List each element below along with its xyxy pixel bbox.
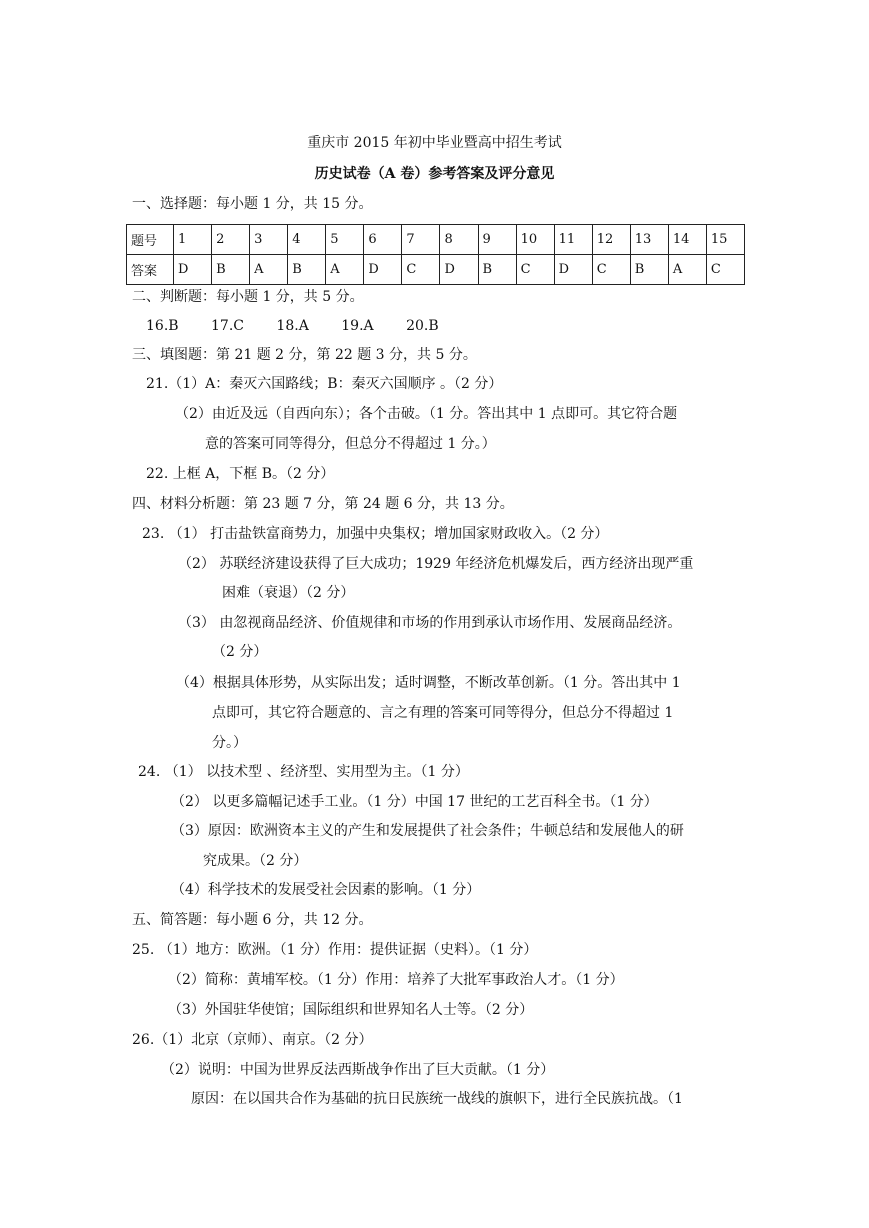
answer-line: 25. （1）地方：欧洲。（1 分）作用：提供证据（史料）。（1 分） [132,942,538,958]
answer-line: （2）说明：中国为世界反法西斯战争作出了巨大贡献。（1 分） [161,1062,555,1078]
answer-line: 分。） [212,735,247,751]
table-row-label: 题号 [127,225,174,255]
answer-line: 原因：在以国共合作为基础的抗日民族统一战线的旗帜下，进行全民族抗战。（1 [191,1091,683,1107]
answer-line: （3）原因：欧洲资本主义的产生和发展提供了社会条件；牛顿总结和发展他人的研 [171,823,684,839]
answer-line: 24. （1） 以技术型 、经济型、实用型为主。（1 分） [138,764,469,780]
table-cell-answer: C [516,255,554,285]
table-cell-number: 12 [592,225,630,255]
table-cell-answer: B [478,255,516,285]
table-cell-number: 10 [516,225,554,255]
section-heading-judgement: 二、判断题：每小题 1 分，共 5 分。 [132,289,364,305]
table-row-answers [127,255,745,285]
table-cell-number: 13 [630,225,668,255]
answer-table [126,224,745,285]
table-cell-answer: A [250,255,288,285]
answer-line: 意的答案可同等得分，但总分不得超过 1 分。） [205,436,496,452]
table-cell-answer: C [706,255,744,285]
answer-line: 困难（衰退）（2 分） [222,585,355,601]
table-cell-answer: B [630,255,668,285]
answer-line: （2） 以更多篇幅记述手工业。（1 分）中国 17 世纪的工艺百科全书。（1 分） [171,794,658,810]
table-cell-answer: D [364,255,402,285]
judgement-answers: 16.B 17.C 18.A 19.A 20.B [146,318,439,334]
table-cell-answer: C [592,255,630,285]
table-cell-number: 4 [288,225,326,255]
section-heading-material: 四、材料分析题：第 23 题 7 分，第 24 题 6 分，共 13 分。 [132,496,514,512]
table-cell-number: 1 [174,225,212,255]
answer-line: 点即可，其它符合题意的、言之有理的答案可同等得分，但总分不得超过 1 [212,705,674,721]
page-title: 重庆市 2015 年初中毕业暨高中招生考试 [307,135,562,151]
table-cell-number: 14 [668,225,706,255]
table-cell-number: 7 [402,225,440,255]
table-cell-answer: A [326,255,364,285]
table-cell-number: 2 [212,225,250,255]
answer-line: 究成果。（2 分） [203,853,308,869]
table-cell-answer: B [212,255,250,285]
answer-line: 23. （1） 打击盐铁富商势力，加强中央集权；增加国家财政收入。（2 分） [142,526,609,542]
table-cell-number: 6 [364,225,402,255]
table-cell-number: 15 [706,225,744,255]
table-cell-number: 11 [554,225,592,255]
table-row-numbers [127,225,745,255]
table-cell-answer: C [402,255,440,285]
answer-line: （2）简称：黄埔军校。（1 分）作用：培养了大批军事政治人才。（1 分） [168,972,624,988]
table-cell-number: 3 [250,225,288,255]
table-row-label: 答案 [127,255,174,285]
table-cell-answer: B [288,255,326,285]
page-subtitle: 历史试卷（A 卷）参考答案及评分意见 [314,166,555,182]
answer-line: （4）根据具体形势，从实际出发；适时调整，不断改革创新。（1 分。答出其中 1 [176,675,681,691]
answer-line: （3） 由忽视商品经济、价值规律和市场的作用到承认市场作用、发展商品经济。 [178,615,682,631]
table-cell-number: 5 [326,225,364,255]
answer-line: 21.（1）A：秦灭六国路线；B：秦灭六国顺序 。（2 分） [146,376,503,392]
answer-line: 26.（1）北京（京师）、南京。（2 分） [132,1032,373,1048]
table-cell-answer: D [554,255,592,285]
table-cell-number: 8 [440,225,478,255]
answer-line: 22. 上框 A，下框 B。（2 分） [146,466,335,482]
table-cell-answer: A [668,255,706,285]
table-cell-number: 9 [478,225,516,255]
answer-line: （2） 苏联经济建设获得了巨大成功；1929 年经济危机爆发后，西方经济出现严重 [178,556,694,572]
answer-line: （4）科学技术的发展受社会因素的影响。（1 分） [171,882,481,898]
answer-line: （3）外国驻华使馆；国际组织和世界知名人士等。（2 分） [168,1002,534,1018]
section-heading-choice: 一、选择题：每小题 1 分，共 15 分。 [132,196,373,212]
table-cell-answer: D [440,255,478,285]
section-heading-map: 三、填图题：第 21 题 2 分，第 22 题 3 分，共 5 分。 [132,347,477,363]
section-heading-short-answer: 五、简答题：每小题 6 分，共 12 分。 [132,912,373,928]
answer-line: （2）由近及远（自西向东）；各个击破。（1 分。答出其中 1 点即可。其它符合题 [175,406,678,422]
answer-line: （2 分） [212,644,268,660]
table-cell-answer: D [174,255,212,285]
